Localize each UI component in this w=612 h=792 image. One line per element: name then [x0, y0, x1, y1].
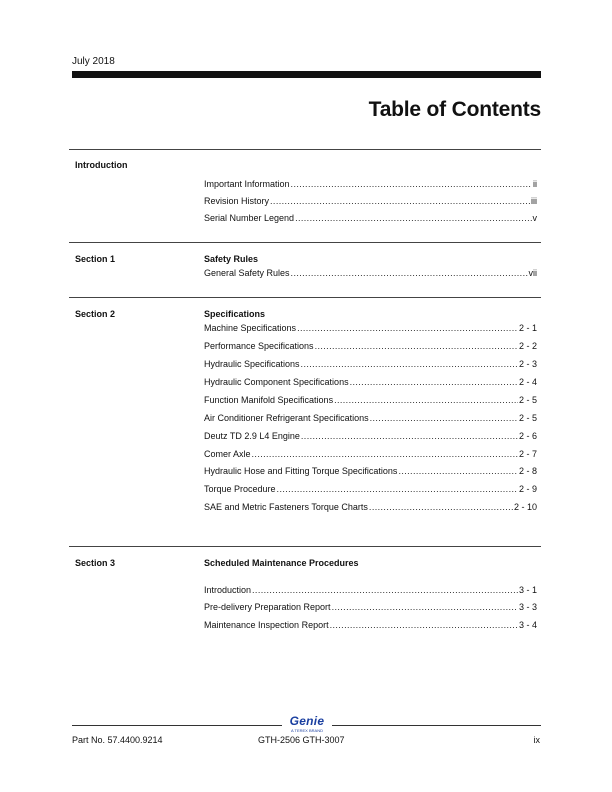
toc-entry-title: Hydraulic Specifications — [204, 359, 300, 369]
toc-entry-page: 2 - 3 — [518, 359, 537, 369]
page-title: Table of Contents — [368, 98, 541, 121]
toc-entry[interactable] — [204, 413, 537, 424]
leader-dots — [315, 341, 518, 352]
footer-rule-left — [72, 725, 282, 726]
toc-entry-page: 3 - 1 — [518, 585, 537, 595]
toc-entry-title: Comer Axle — [204, 449, 251, 459]
leader-dots — [277, 484, 518, 495]
header-date: July 2018 — [72, 56, 115, 67]
toc-entry[interactable] — [204, 585, 537, 596]
header-bar — [72, 71, 541, 78]
intro-label: Introduction — [75, 160, 128, 170]
toc-entry-title: Function Manifold Specifications — [204, 395, 334, 405]
toc-entry-page: v — [532, 213, 537, 223]
toc-entry-page: 3 - 3 — [518, 602, 537, 612]
toc-entry-page: 2 - 4 — [518, 377, 537, 387]
logo-wordmark: Genie — [289, 714, 325, 728]
leader-dots — [398, 466, 518, 477]
toc-entry[interactable] — [204, 323, 537, 334]
toc-entry-page: 2 - 1 — [518, 323, 537, 333]
toc-entry[interactable] — [204, 449, 537, 460]
toc-entry[interactable] — [204, 341, 537, 352]
leader-dots — [350, 377, 518, 388]
toc-entry-title: Revision History — [204, 196, 270, 206]
toc-entry-page: 2 - 8 — [518, 466, 537, 476]
toc-entry[interactable] — [204, 502, 537, 513]
toc-entry[interactable] — [204, 620, 537, 631]
toc-entry-title: Important Information — [204, 179, 290, 189]
leader-dots — [252, 585, 518, 596]
toc-entry-page: 2 - 5 — [518, 395, 537, 405]
toc-entry[interactable] — [204, 484, 537, 495]
toc-entry[interactable] — [204, 213, 537, 224]
toc-entry-title: Air Conditioner Refrigerant Specifications — [204, 413, 369, 423]
leader-dots — [270, 196, 530, 207]
leader-dots — [297, 323, 518, 334]
toc-entry-page: 2 - 9 — [518, 484, 537, 494]
toc-entry-page: 2 - 6 — [518, 431, 537, 441]
toc-entry[interactable] — [204, 268, 537, 279]
toc-entry-title: Introduction — [204, 585, 252, 595]
toc-entry-title: Maintenance Inspection Report — [204, 620, 329, 630]
footer-model: GTH-2506 GTH-3007 — [258, 735, 345, 745]
leader-dots — [370, 413, 518, 424]
toc-entry-page: iii — [531, 196, 537, 206]
footer-part-number: Part No. 57.4400.9214 — [72, 735, 163, 745]
toc-entry[interactable] — [204, 466, 537, 477]
toc-entry-title: General Safety Rules — [204, 268, 290, 278]
toc-entry[interactable] — [204, 196, 537, 207]
toc-entry[interactable] — [204, 359, 537, 370]
section2-title: Specifications — [204, 309, 266, 319]
leader-dots — [369, 502, 513, 513]
toc-entry-page: 3 - 4 — [518, 620, 537, 630]
leader-dots — [332, 602, 518, 613]
toc-entry-title: Performance Specifications — [204, 341, 314, 351]
leader-dots — [334, 395, 518, 406]
logo-tagline: A TEREX BRAND — [291, 728, 323, 733]
toc-entry[interactable] — [204, 602, 537, 613]
leader-dots — [252, 449, 518, 460]
toc-entry-title: Serial Number Legend — [204, 213, 295, 223]
genie-logo — [284, 715, 330, 737]
toc-entry-title: Hydraulic Component Specifications — [204, 377, 349, 387]
toc-entry-title: SAE and Metric Fasteners Torque Charts — [204, 502, 368, 512]
toc-entry-page: vii — [528, 268, 537, 278]
toc-entry-title: Machine Specifications — [204, 323, 297, 333]
leader-dots — [291, 179, 532, 190]
section3-label: Section 3 — [75, 558, 116, 568]
toc-entry-title: Hydraulic Hose and Fitting Torque Specifications — [204, 466, 398, 476]
toc-entry-page: 2 - 5 — [518, 413, 537, 423]
toc-entry[interactable] — [204, 431, 537, 442]
leader-dots — [291, 268, 528, 279]
toc-entry-title: Torque Procedure — [204, 484, 276, 494]
section3-title: Scheduled Maintenance Procedures — [204, 558, 359, 568]
leader-dots — [301, 431, 518, 442]
footer-page-number: ix — [533, 735, 540, 745]
toc-entry-title: Pre-delivery Preparation Report — [204, 602, 331, 612]
section1-title: Safety Rules — [204, 254, 259, 264]
section1-label: Section 1 — [75, 254, 116, 264]
section-divider — [69, 149, 541, 150]
toc-entry[interactable] — [204, 179, 537, 190]
toc-entry-page: 2 - 7 — [518, 449, 537, 459]
toc-entry-page: ii — [533, 179, 537, 189]
section-divider — [69, 546, 541, 547]
toc-entry-page: 2 - 2 — [518, 341, 537, 351]
section2-label: Section 2 — [75, 309, 116, 319]
leader-dots — [330, 620, 518, 631]
toc-entry-page: 2 - 10 — [513, 502, 537, 512]
leader-dots — [301, 359, 518, 370]
section-divider — [69, 242, 541, 243]
section-divider — [69, 297, 541, 298]
toc-entry-title: Deutz TD 2.9 L4 Engine — [204, 431, 300, 441]
leader-dots — [295, 213, 531, 224]
toc-entry[interactable] — [204, 395, 537, 406]
footer-rule-right — [332, 725, 541, 726]
toc-entry[interactable] — [204, 377, 537, 388]
